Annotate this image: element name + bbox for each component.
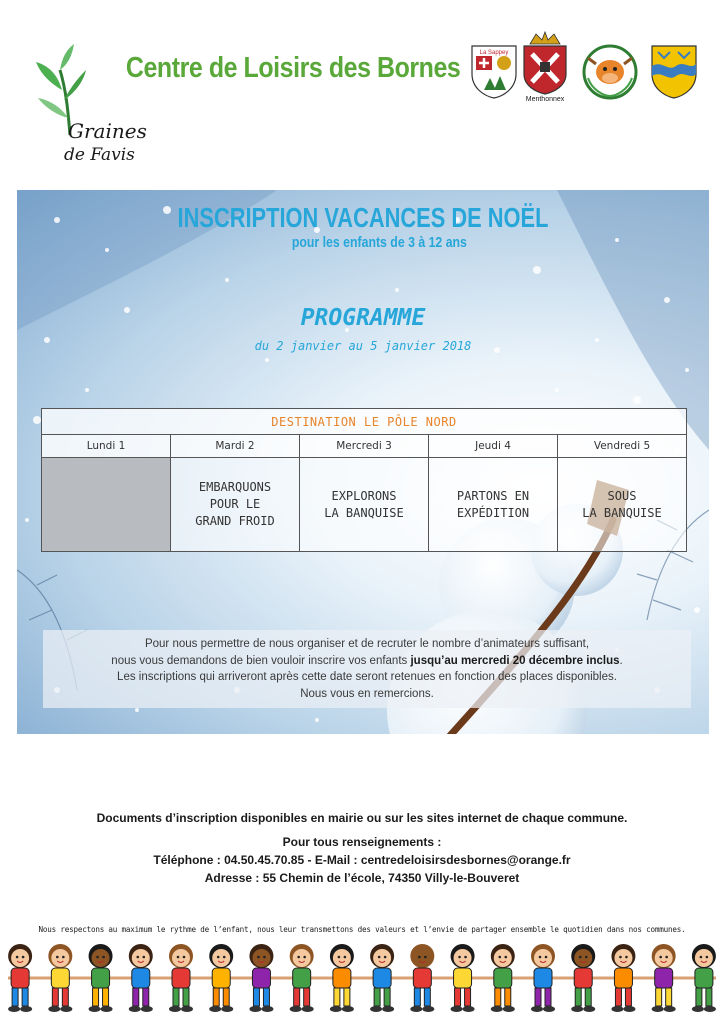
svg-text:de Favis: de Favis [64, 145, 135, 165]
child-figure [652, 944, 676, 1012]
contact-heading: Pour tous renseignements : [282, 835, 442, 849]
program-dates: du 2 janvier au 5 janvier 2018 [254, 339, 472, 353]
program-title: PROGRAMME [300, 305, 426, 331]
contact-line: Téléphone : 04.50.45.70.85 - E-Mail : centredeloisirsdesbornes@orange.fr [153, 853, 571, 867]
notice-line: Pour nous permettre de nous organiser et de recruter le nombre d’animateurs suffisant, [144, 638, 590, 650]
activity-cell: PARTONS EN EXPÉDITION [429, 458, 558, 552]
child-figure [410, 944, 434, 1012]
child-figure [8, 944, 32, 1012]
child-figure [209, 944, 233, 1012]
menthonnex-crest [520, 30, 568, 102]
children-illustration [0, 940, 724, 1020]
child-figure [531, 944, 555, 1012]
child-figure [491, 944, 515, 1012]
activity-cell: EMBARQUONS POUR LE GRAND FROID [171, 458, 300, 552]
svg-text:Graines: Graines [68, 119, 147, 143]
motto: Nous respectons au maximum le rythme de l’enfant, nous leur transmettons des valeurs et l’envie de partager ensemble le quotidien dans nos communes. [38, 925, 686, 934]
child-figure [692, 944, 716, 1012]
child-figure [249, 944, 273, 1012]
schedule-table [41, 408, 687, 552]
child-figure [169, 944, 193, 1012]
page-title: INSCRIPTION VACANCES DE NOËL [177, 202, 549, 233]
day-header: Lundi 1 [42, 435, 171, 458]
child-figure [370, 944, 394, 1012]
child-figure [89, 944, 113, 1012]
day-header: Mardi 2 [171, 435, 300, 458]
day-header: Jeudi 4 [429, 435, 558, 458]
notice-line: Nous vous en remercions. [300, 687, 434, 700]
child-figure [290, 944, 314, 1012]
day-header: Mercredi 3 [300, 435, 429, 458]
day-header: Vendredi 5 [558, 435, 687, 458]
villy-crest [650, 44, 698, 100]
activity-cell-empty [42, 458, 171, 552]
notice-line: nous vous demandons de bien vouloir inscrire vos enfants jusqu’au mercredi 20 décembre inclus. [111, 654, 623, 667]
page-subtitle: pour les enfants de 3 à 12 ans [291, 234, 467, 251]
child-figure [129, 944, 153, 1012]
child-figure [451, 944, 475, 1012]
organization-title: Centre de Loisirs des Bornes [125, 52, 461, 84]
child-figure [330, 944, 354, 1012]
child-figure [571, 944, 595, 1012]
deadline: jusqu’au mercredi 20 décembre inclus [410, 654, 620, 667]
address-line: Adresse : 55 Chemin de l’école, 74350 Villy-le-Bouveret [204, 871, 520, 885]
svg-text:La Sappey: La Sappey [479, 50, 509, 56]
winter-program-panel [17, 190, 709, 734]
destination-header: DESTINATION LE PÔLE NORD [42, 409, 687, 435]
la-sappey-crest [470, 44, 518, 100]
cow-crest [582, 44, 638, 100]
notice-line: Les inscriptions qui arriveront après cette date seront retenues en fonction des places disponibles. [117, 671, 617, 683]
child-figure [48, 944, 72, 1012]
activity-cell: EXPLORONS LA BANQUISE [300, 458, 429, 552]
svg-text:Menthonnex: Menthonnex [525, 96, 565, 102]
documents-info: Documents d’inscription disponibles en mairie ou sur les sites internet de chaque commune. [96, 811, 628, 825]
registration-notice [43, 630, 691, 708]
child-figure [611, 944, 635, 1012]
activity-cell: SOUS LA BANQUISE [558, 458, 687, 552]
